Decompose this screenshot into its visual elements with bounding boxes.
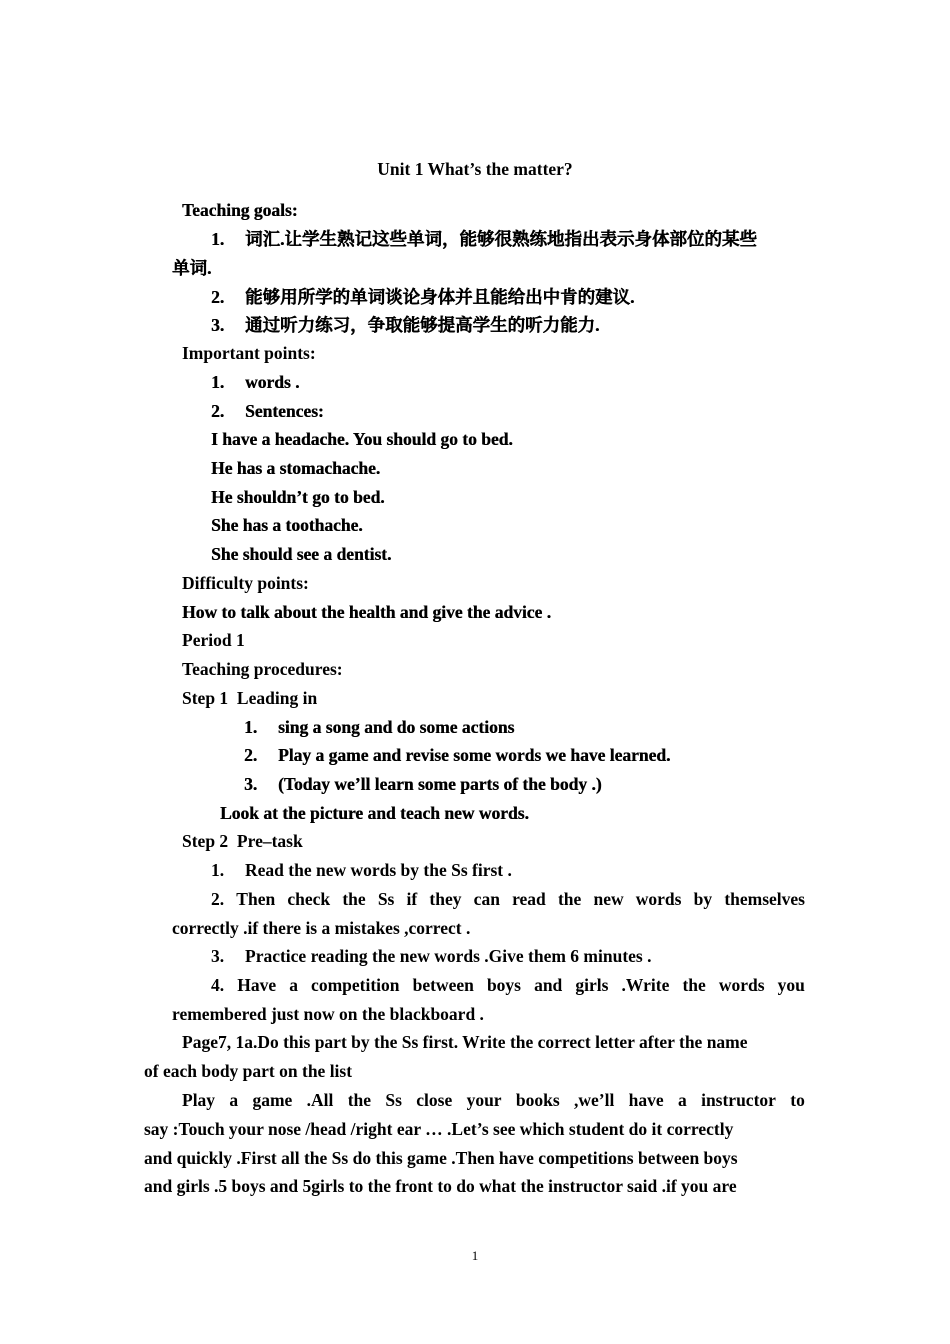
word: words [718,975,765,995]
goal-item-3 [211,314,599,336]
step1-heading: Step 1 Leading in [182,688,318,708]
step2-item-4 [211,974,805,996]
game-paragraph-line1 [182,1089,805,1111]
goal-item-1 [211,228,757,250]
word: a [289,975,298,995]
item-number: 4. [211,975,225,995]
word: game [252,1090,293,1110]
word: new [593,889,624,909]
sentence-3: He shouldn’t go to bed. [211,487,385,507]
word: themselves [724,889,805,909]
page-title: Unit 1 What’s the matter? [377,159,573,179]
game-paragraph-line3: and quickly .First all the Ss do this game .Then have competitions between boys [144,1148,738,1168]
item-number: 2. [211,401,225,421]
important-item-1 [211,371,299,393]
item-text: (Today we’ll learn some parts of the body .) [278,774,602,794]
step2-item-4-cont: remembered just now on the blackboard . [172,1004,484,1024]
item-number: 2. [244,745,258,765]
goal-number: 2. [211,287,225,307]
important-item-2 [211,400,324,422]
game-paragraph-line4: and girls .5 boys and 5girls to the front to do what the instructor said .if you are [144,1176,737,1196]
step2-item-2 [211,888,805,910]
step1-note: Look at the picture and teach new words. [220,803,529,823]
item-number: 2. [211,889,225,909]
item-text: sing a song and do some actions [278,717,515,737]
goal-text: 词汇.让学生熟记这些单词，能够很熟练地指出表示身体部位的某些 [245,229,757,249]
word: books [515,1090,560,1110]
word: the [557,889,582,909]
word: boys [486,975,521,995]
goal-text: 通过听力练习，争取能够提高学生的听力能力. [245,315,600,335]
step1-item-1 [244,716,514,738]
word: Have [237,975,277,995]
step2-heading: Step 2 Pre–task [182,831,303,851]
page7-paragraph-line1: Page7, 1a.Do this part by the Ss first. Write the correct letter after the name [182,1032,748,1052]
word: they [429,889,462,909]
sentence-1: I have a headache. You should go to bed. [211,429,513,449]
word: girls [575,975,609,995]
item-text: words . [245,372,300,392]
word: you [777,975,805,995]
word: Then [236,889,276,909]
word: your [466,1090,502,1110]
word: the [342,889,366,909]
word: Ss [385,1090,402,1110]
goal-number: 3. [211,315,225,335]
step2-item-1 [211,859,512,881]
step1-item-3 [244,773,602,795]
item-text: Practice reading the new words .Give them 6 minutes . [245,946,652,966]
sentence-4: She has a toothache. [211,515,363,535]
goal-item-1-cont: 单词. [172,258,212,278]
sentence-2: He has a stomachache. [211,458,381,478]
word: to [790,1090,805,1110]
sentence-5: She should see a dentist. [211,544,392,564]
word: the [347,1090,372,1110]
item-number: 1. [211,860,225,880]
step2-item-3 [211,945,652,967]
goal-text: 能够用所学的单词谈论身体并且能给出中肯的建议. [245,287,635,307]
item-number: 3. [211,946,225,966]
item-text: Read the new words by the Ss first . [245,860,512,880]
word: competition [311,975,400,995]
word: close [416,1090,453,1110]
word: by [693,889,713,909]
word: the [682,975,706,995]
word: instructor [701,1090,776,1110]
word: can [473,889,500,909]
item-number: 1. [244,717,258,737]
word: read [512,889,546,909]
game-paragraph-line2: say :Touch your nose /head /right ear … .Let’s see which student do it correctly [144,1119,734,1139]
goal-number: 1. [211,229,225,249]
procedures-heading: Teaching procedures: [182,659,343,679]
word: .All [306,1090,334,1110]
word: Play [182,1090,216,1110]
item-number: 3. [244,774,258,794]
difficulty-points-heading: Difficulty points: [182,573,309,593]
period-label: Period 1 [182,630,245,650]
word: a [229,1090,239,1110]
difficulty-points-text: How to talk about the health and give the advice . [182,602,551,622]
important-points-heading: Important points: [182,343,316,363]
step1-item-2 [244,744,670,766]
item-text: Play a game and revise some words we have learned. [278,745,671,765]
word: check [287,889,331,909]
page-number: 1 [471,1248,479,1263]
word: if [406,889,418,909]
word: and [534,975,563,995]
word: ,we’ll [574,1090,615,1110]
word: .Write [621,975,670,995]
goal-item-2 [211,286,634,308]
step2-item-2-cont: correctly .if there is a mistakes ,correct . [172,918,471,938]
teaching-goals-heading: Teaching goals: [182,200,298,220]
word: Ss [377,889,395,909]
word: a [678,1090,687,1110]
item-number: 1. [211,372,225,392]
word: between [412,975,474,995]
word: have [628,1090,664,1110]
word: words [635,889,682,909]
page7-paragraph-line2: of each body part on the list [144,1061,353,1081]
item-text: Sentences: [245,401,324,421]
